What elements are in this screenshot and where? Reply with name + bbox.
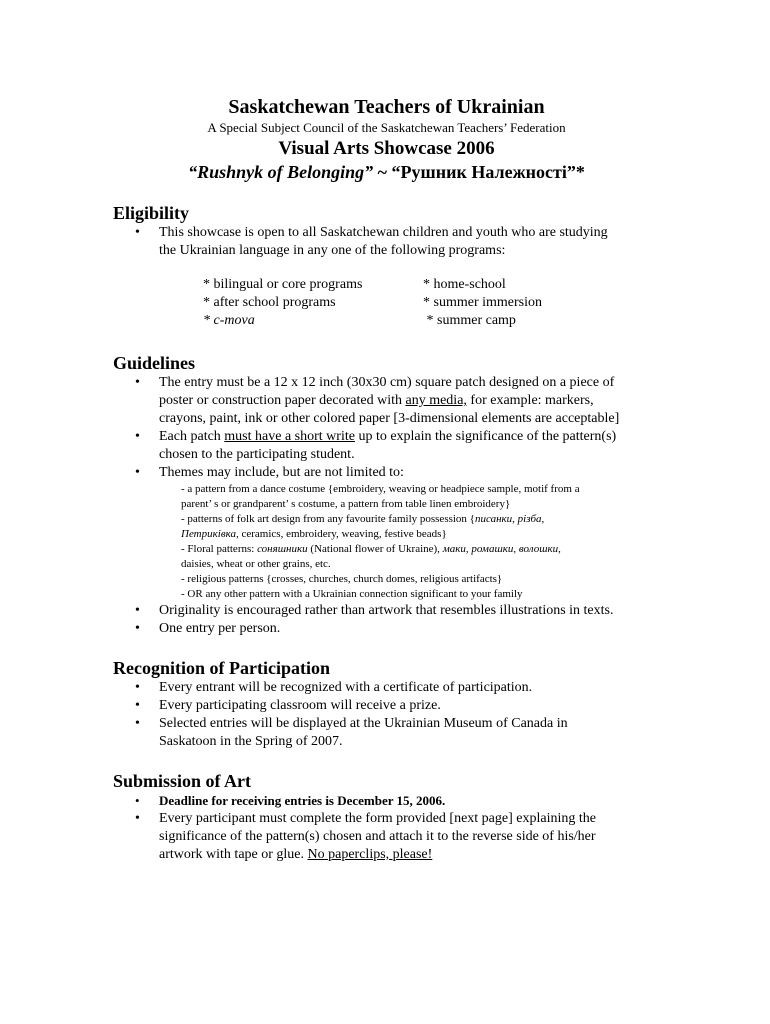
theme-line <box>181 512 660 527</box>
bullet-icon: • <box>135 603 140 618</box>
guidelines-list-continued <box>113 602 660 638</box>
theme-line: daisies, wheat or other grains, etc. <box>181 558 331 570</box>
showcase-title: Visual Arts Showcase 2006 <box>278 138 495 159</box>
bullet-icon: • <box>135 793 140 808</box>
text-line: Every participating classroom will receive a prize. <box>159 698 441 713</box>
bullet-icon: • <box>135 465 140 480</box>
page-title: Saskatchewan Teachers of Ukrainian <box>228 96 545 118</box>
themes-sublist <box>113 482 660 602</box>
text-line: the Ukrainian language in any one of the following programs: <box>159 243 506 258</box>
program-item: * c-mova <box>203 313 255 328</box>
theme-line <box>181 527 660 542</box>
text-line: crayons, paint, ink or other colored paper [3-dimensional elements are acceptable] <box>159 411 620 426</box>
text-line: The entry must be a 12 x 12 inch (30x30 cm) square patch designed on a piece of <box>159 375 615 390</box>
theme-line: parent’ s or grandparent’ s costume, a pattern from table linen embroidery} <box>181 498 511 510</box>
text-span: Each patch <box>159 429 225 444</box>
underlined-text: No paperclips, please! <box>307 847 433 862</box>
text-line: One entry per person. <box>159 621 281 636</box>
text-line: Every entrant will be recognized with a certificate of participation. <box>159 680 533 695</box>
theme-separator: ~ <box>373 162 392 182</box>
program-item: * summer immersion <box>423 295 542 310</box>
guidelines-heading: Guidelines <box>113 353 196 373</box>
text-span: poster or construction paper decorated with <box>159 393 406 408</box>
theme-ukrainian: “Рушник Належності”* <box>391 162 585 182</box>
bullet-icon: • <box>135 621 140 636</box>
bullet-icon: • <box>135 698 140 713</box>
text-line: Saskatoon in the Spring of 2007. <box>159 734 343 749</box>
italic-text: писанки, різба, <box>474 513 545 525</box>
list-item <box>113 464 660 482</box>
bullet-icon: • <box>135 225 140 240</box>
recognition-list <box>113 679 660 751</box>
text-line: significance of the pattern(s) chosen and attach it to the reverse side of his/her <box>159 829 596 844</box>
text-line: Selected entries will be displayed at the Ukrainian Museum of Canada in <box>159 716 568 731</box>
list-item <box>113 224 660 260</box>
program-item: * summer camp <box>423 313 516 328</box>
list-item <box>113 620 660 638</box>
deadline-text: Deadline for receiving entries is December 15, 2006. <box>159 793 446 808</box>
submission-section <box>113 770 660 864</box>
theme-line <box>181 542 660 557</box>
eligibility-section <box>113 202 660 330</box>
bullet-icon: • <box>135 375 140 390</box>
submission-heading: Submission of Art <box>113 771 252 791</box>
bullet-icon: • <box>135 680 140 695</box>
eligibility-heading: Eligibility <box>113 203 190 223</box>
list-item <box>113 602 660 620</box>
programs-list <box>203 276 660 330</box>
underlined-text: any media, <box>405 393 467 408</box>
text-line: Every participant must complete the form provided [next page] explaining the <box>159 811 596 826</box>
bullet-icon: • <box>135 811 140 826</box>
recognition-heading: Recognition of Participation <box>113 658 330 678</box>
eligibility-list <box>113 224 660 260</box>
theme-line: - a pattern from a dance costume {embroidery, weaving or headpiece sample, motif from a <box>181 483 580 495</box>
guidelines-list <box>113 374 660 482</box>
text-span: artwork with tape or glue. <box>159 847 308 862</box>
italic-text: Петриківка, <box>181 528 239 540</box>
list-item <box>113 715 660 751</box>
program-item: * bilingual or core programs <box>203 277 363 292</box>
theme-line: - OR any other pattern with a Ukrainian connection significant to your family <box>181 588 523 600</box>
list-item <box>113 792 660 810</box>
list-item <box>113 428 660 464</box>
text-line: Originality is encouraged rather than artwork that resembles illustrations in texts. <box>159 603 614 618</box>
program-item: * home-school <box>423 277 506 292</box>
guidelines-section <box>113 352 660 638</box>
underlined-text: must have a short write <box>224 429 355 444</box>
text-span: - patterns of folk art design from any favourite family possession { <box>181 513 475 525</box>
theme-title <box>113 160 660 184</box>
list-item <box>113 374 660 428</box>
italic-text: маки, ромашки, волошки, <box>442 543 561 555</box>
list-item <box>113 679 660 697</box>
bullet-icon: • <box>135 716 140 731</box>
text-span: - Floral patterns: <box>181 543 258 555</box>
submission-list <box>113 792 660 864</box>
text-span: for example: markers, <box>466 393 594 408</box>
theme-english: “Rushnyk of Belonging” <box>188 162 374 182</box>
subtitle: A Special Subject Council of the Saskatchewan Teachers’ Federation <box>207 120 566 135</box>
theme-line: - religious patterns {crosses, churches, church domes, religious artifacts} <box>181 573 503 585</box>
text-span: ceramics, embroidery, weaving, festive beads} <box>238 528 447 540</box>
text-line: Themes may include, but are not limited to: <box>159 465 404 480</box>
text-span: up to explain the significance of the pattern(s) <box>354 429 617 444</box>
program-item: * after school programs <box>203 295 336 310</box>
document-header <box>113 95 660 184</box>
list-item <box>113 697 660 715</box>
text-span: (National flower of Ukraine), <box>307 543 443 555</box>
recognition-section <box>113 657 660 751</box>
text-line: chosen to the participating student. <box>159 447 355 462</box>
italic-text: соняшники <box>257 543 308 555</box>
list-item <box>113 810 660 864</box>
text-line: This showcase is open to all Saskatchewan children and youth who are studying <box>159 225 608 240</box>
bullet-icon: • <box>135 429 140 444</box>
